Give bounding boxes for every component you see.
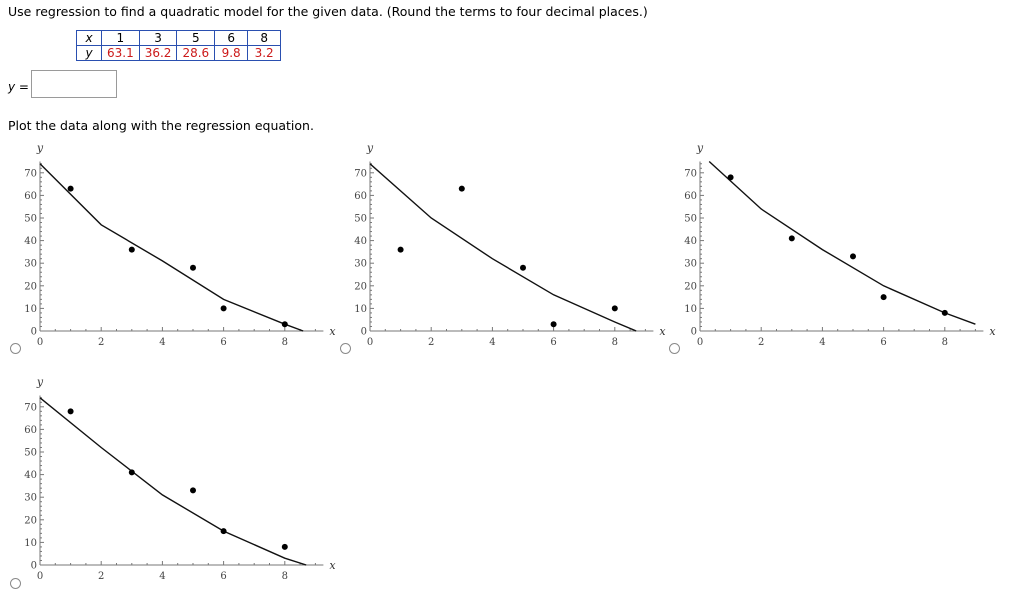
regression-curve: [40, 398, 306, 565]
y-tick-label: 70: [684, 168, 697, 180]
data-point: [728, 174, 734, 180]
x-value: 8: [248, 31, 281, 46]
y-tick-label: 20: [24, 515, 37, 527]
x-tick-label: 6: [550, 337, 557, 348]
data-point: [190, 487, 196, 493]
y-tick-label: 10: [24, 537, 37, 549]
regression-curve: [370, 164, 636, 331]
y-tick-label: 0: [360, 326, 367, 338]
x-tick-label: 8: [941, 337, 948, 348]
x-tick-label: 8: [281, 337, 288, 348]
y-row: [77, 46, 281, 61]
data-point: [459, 186, 465, 192]
y-tick-label: 60: [354, 190, 367, 202]
x-tick-label: 0: [366, 337, 374, 348]
regression-curve: [40, 164, 303, 331]
data-point: [850, 253, 856, 259]
y-tick-label: 40: [354, 236, 367, 248]
y-tick-label: 70: [354, 168, 367, 180]
data-point: [282, 321, 288, 327]
data-point: [129, 247, 135, 253]
y-tick-label: 50: [24, 447, 37, 459]
y-value: 9.8: [215, 46, 248, 61]
y-tick-label: 40: [24, 236, 37, 248]
y-tick-label: 10: [684, 303, 697, 315]
y-tick-label: 40: [24, 470, 37, 482]
y-tick-label: 60: [684, 190, 697, 202]
x-tick-label: 4: [159, 571, 166, 582]
data-point: [789, 235, 795, 241]
y-tick-label: 50: [24, 213, 37, 225]
y-tick-label: 20: [24, 281, 37, 293]
data-point: [551, 321, 557, 327]
x-tick-label: 2: [98, 337, 105, 348]
answer-input[interactable]: [31, 70, 117, 98]
y-tick-label: 70: [24, 402, 37, 414]
graph-option-a: [0, 138, 336, 350]
x-row: [77, 31, 281, 46]
y-value: 3.2: [248, 46, 281, 61]
y-tick-label: 0: [30, 326, 37, 338]
x-value: 3: [139, 31, 177, 46]
y-value: 63.1: [102, 46, 140, 61]
x-tick-label: 8: [611, 337, 618, 348]
y-tick-label: 30: [684, 258, 697, 270]
data-point: [881, 294, 887, 300]
x-tick-label: 2: [758, 337, 765, 348]
x-tick-label: 2: [98, 571, 105, 582]
x-tick-label: 0: [36, 571, 44, 582]
data-point: [221, 528, 227, 534]
x-tick-label: 6: [220, 337, 227, 348]
x-tick-label: 8: [281, 571, 288, 582]
x-axis-label: x: [329, 559, 336, 572]
y-axis-label: y: [696, 141, 704, 155]
y-tick-label: 10: [24, 303, 37, 315]
y-tick-label: 30: [24, 492, 37, 504]
x-tick-label: 0: [36, 337, 44, 348]
y-tick-label: 20: [684, 281, 697, 293]
y-tick-label: 50: [684, 213, 697, 225]
data-point: [520, 265, 526, 271]
y-tick-label: 70: [24, 168, 37, 180]
y-axis-label: y: [366, 141, 374, 155]
y-value: 28.6: [177, 46, 215, 61]
x-tick-label: 2: [428, 337, 435, 348]
y-tick-label: 30: [24, 258, 37, 270]
y-tick-label: 0: [30, 560, 37, 572]
x-axis-label: x: [329, 325, 336, 338]
x-tick-label: 6: [880, 337, 887, 348]
x-header: x: [77, 31, 102, 46]
data-table: [76, 30, 281, 61]
y-axis-label: y: [36, 141, 44, 155]
regression-curve: [709, 162, 975, 325]
graph-option-c: [660, 138, 996, 350]
x-value: 1: [102, 31, 140, 46]
x-axis-label: x: [659, 325, 666, 338]
x-value: 6: [215, 31, 248, 46]
data-point: [68, 186, 74, 192]
y-tick-label: 50: [354, 213, 367, 225]
data-point: [129, 469, 135, 475]
y-tick-label: 60: [24, 424, 37, 436]
graph-option-d: [0, 372, 336, 584]
data-point: [221, 305, 227, 311]
data-point: [68, 408, 74, 414]
y-tick-label: 60: [24, 190, 37, 202]
data-point: [942, 310, 948, 316]
answer-label-var: y: [8, 80, 16, 94]
x-tick-label: 0: [696, 337, 704, 348]
data-point: [612, 305, 618, 311]
y-tick-label: 0: [690, 326, 697, 338]
x-tick-label: 4: [489, 337, 496, 348]
x-tick-label: 4: [159, 337, 166, 348]
data-point: [190, 265, 196, 271]
x-axis-label: x: [989, 325, 996, 338]
data-point: [282, 544, 288, 550]
answer-label-eq: =: [15, 80, 29, 94]
y-tick-label: 10: [354, 303, 367, 315]
y-axis-label: y: [36, 375, 44, 389]
instruction-text: Plot the data along with the regression equation.: [8, 118, 314, 133]
y-tick-label: 20: [354, 281, 367, 293]
graph-option-b: [330, 138, 666, 350]
question-text: Use regression to find a quadratic model for the given data. (Round the terms to four decimal places.): [8, 4, 648, 19]
y-value: 36.2: [139, 46, 177, 61]
x-value: 5: [177, 31, 215, 46]
y-tick-label: 40: [684, 236, 697, 248]
y-header: y: [77, 46, 102, 61]
answer-label: [8, 80, 29, 94]
y-tick-label: 30: [354, 258, 367, 270]
data-point: [398, 247, 404, 253]
x-tick-label: 6: [220, 571, 227, 582]
x-tick-label: 4: [819, 337, 826, 348]
